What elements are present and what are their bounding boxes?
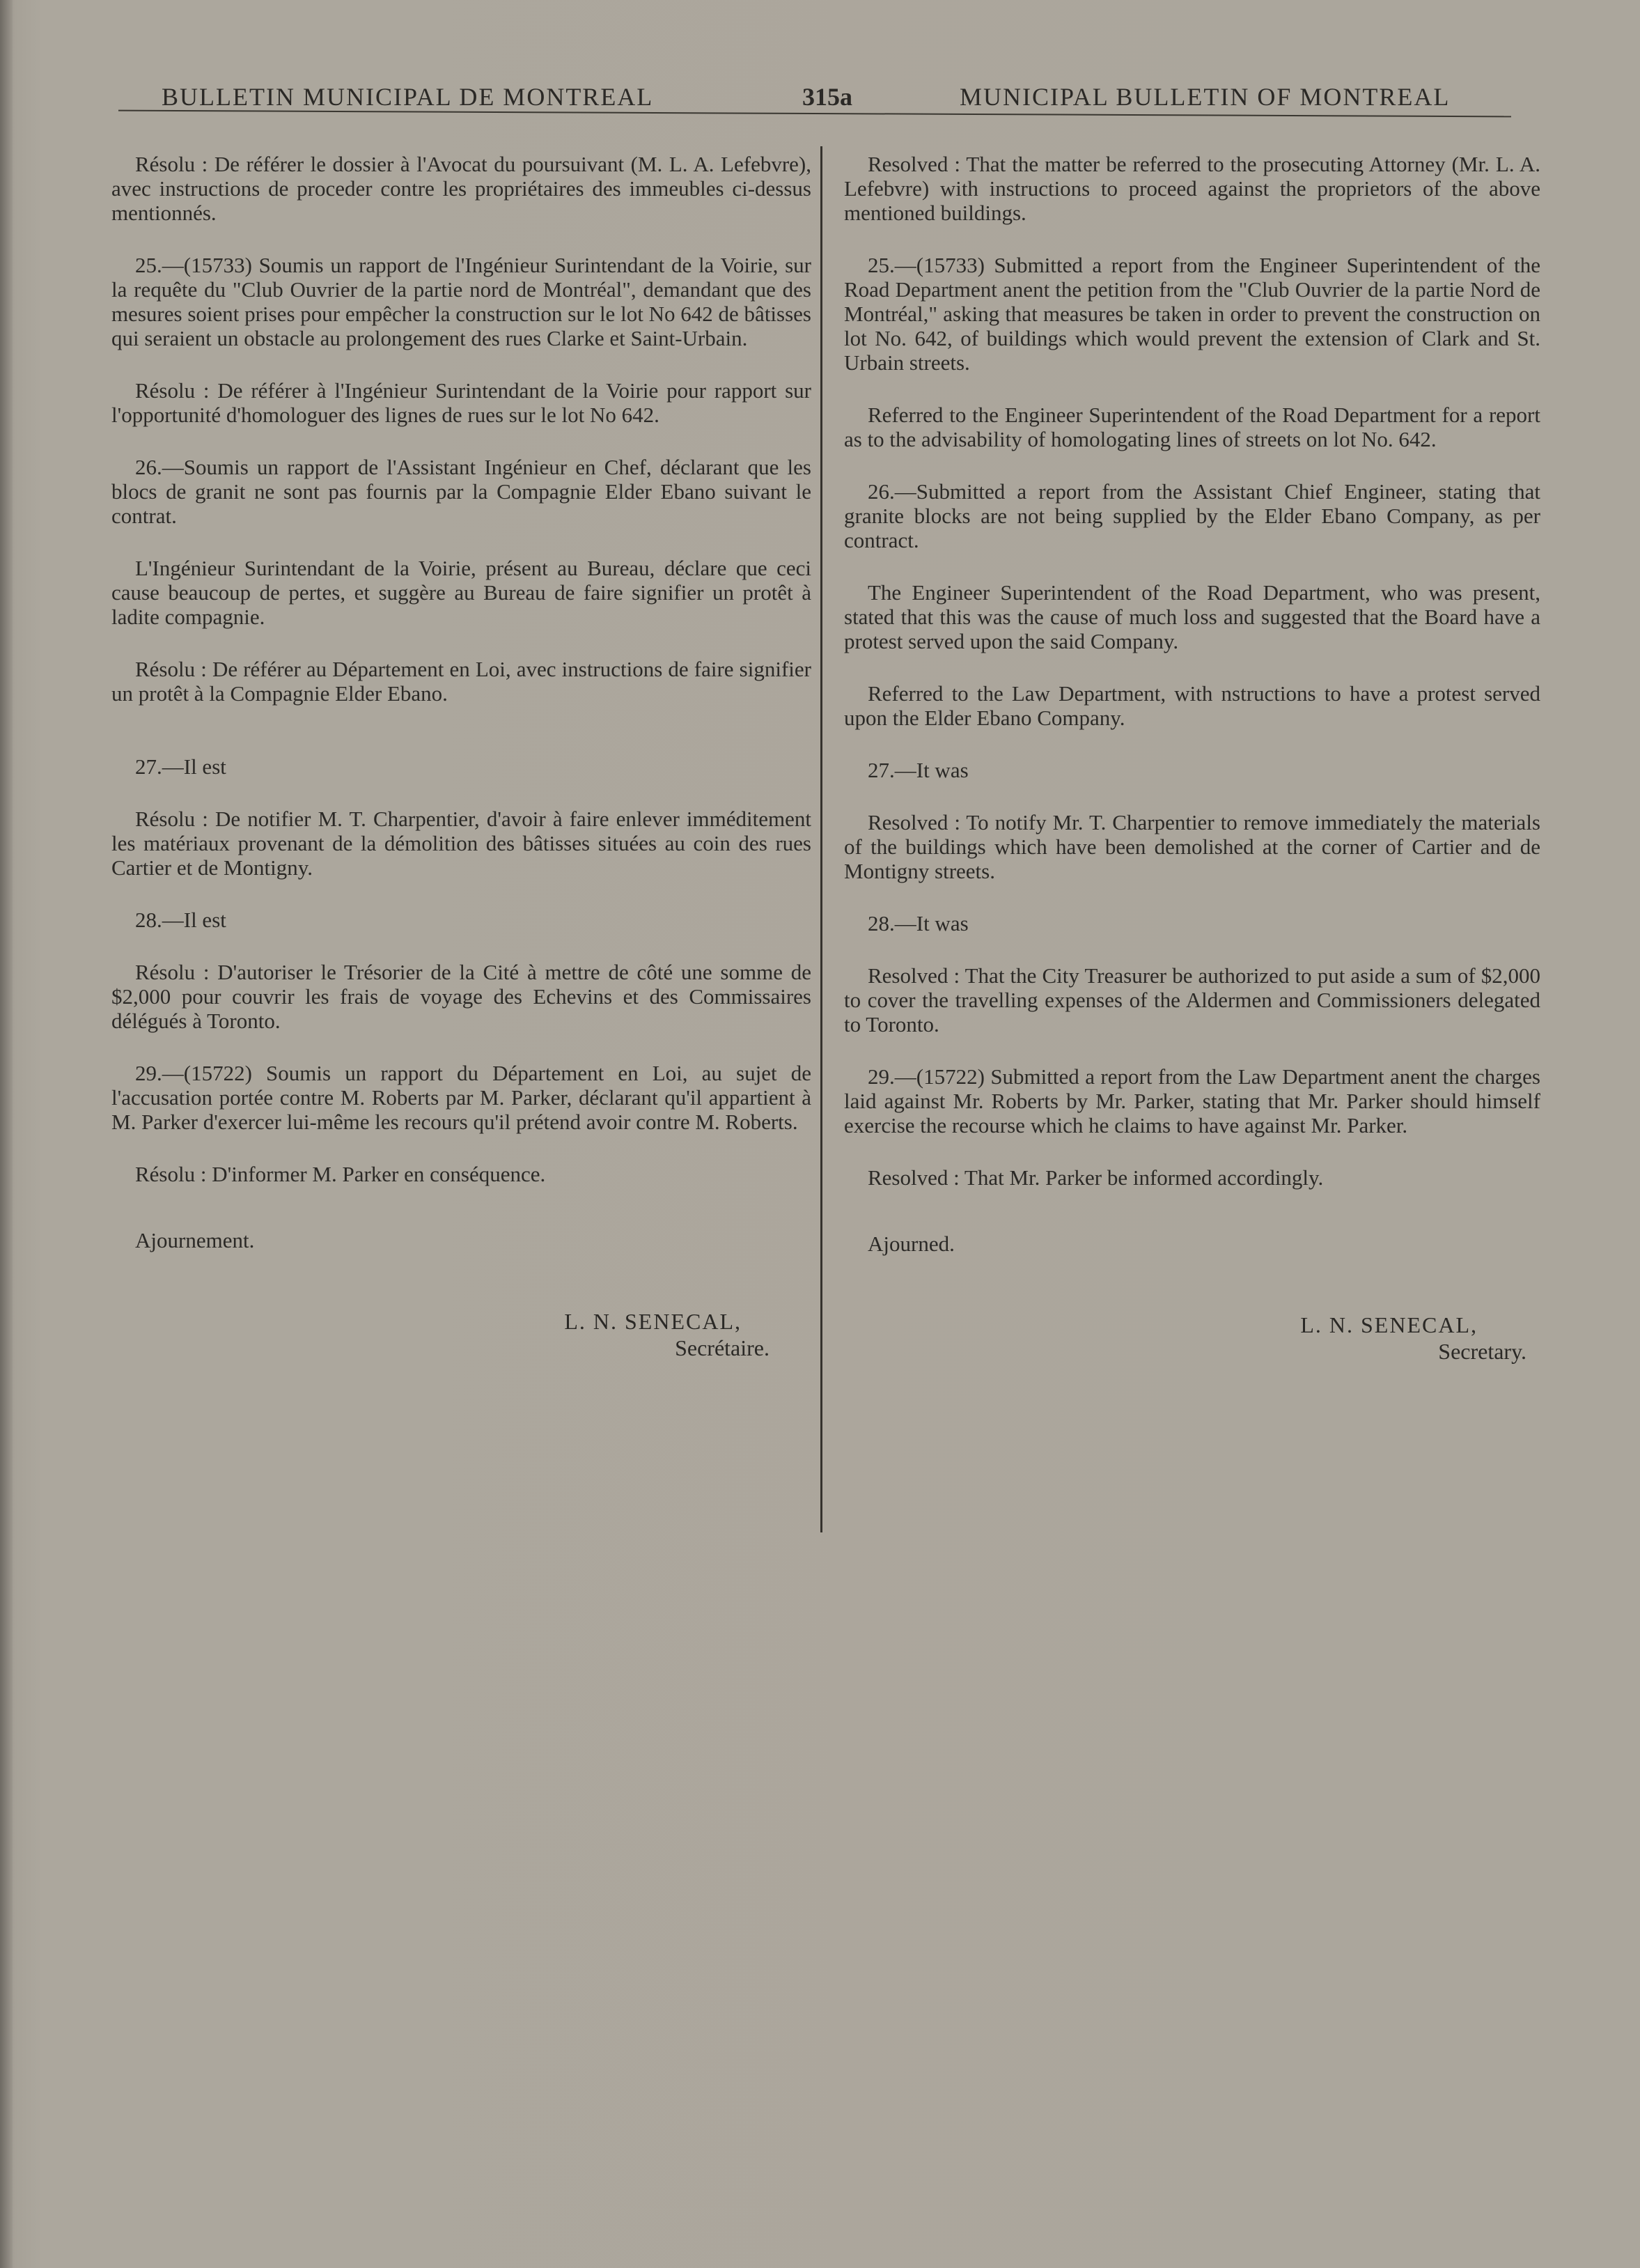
paragraph-fr-10: Résolu : D'autoriser le Trésorier de la Cité à mettre de côté une somme de $2,000 pour couvrir les frais de voyage des Echevins et des Commissaires délégués à Toronto. [111,960,811,1033]
english-column [844,152,1540,1365]
paragraph-fr-1: Résolu : De référer le dossier à l'Avocat du poursuivant (M. L. A. Lefebvre), avec instructions de proceder contre les propriétaires des immeubles ci-dessus mentionnés. [111,152,811,225]
paragraph-en-2: 25.—(15733) Submitted a report from the Engineer Superintendent of the Road Department anent the petition from the "Club Ouvrier de la partie Nord de Montréal," asking that measures be taken in order to prevent the construction on lot No. 642, of buildings which would prevent the extension of Clark and St. Urbain streets. [844,253,1540,375]
paragraph-en-5: The Engineer Superintendent of the Road Department, who was present, stated that this was the cause of much loss and suggested that the Board have a protest served upon the said Company. [844,580,1540,653]
paragraph-fr-6: Résolu : De référer au Département en Loi, avec instructions de faire signifier un protêt à la Compagnie Elder Ebano. [111,657,811,706]
paragraph-en-1: Resolved : That the matter be referred to the prosecuting Attorney (Mr. L. A. Lefebvre) with instructions to proceed against the proprietors of the above mentioned buildings. [844,152,1540,225]
adjournment-en: Ajourned. [868,1232,955,1256]
paragraph-en-8: Resolved : To notify Mr. T. Charpentier to remove immediately the materials of the buildings which have been demolished at the corner of Cartier and de Montigny streets. [844,810,1540,883]
signature-en [844,1312,1526,1365]
adjournment-fr: Ajournement. [135,1228,255,1252]
paragraph-fr-3: Résolu : De référer à l'Ingénieur Surintendant de la Voirie pour rapport sur l'opportunité d'homologuer des lignes de rues sur le lot No 642. [111,378,811,427]
signature-fr [111,1308,770,1361]
paragraph-en-3: Referred to the Engineer Superintendent of the Road Department for a report as to the advisability of homologating lines of streets on lot No. 642. [844,403,1540,451]
page-header [0,82,1640,124]
header-french-title: BULLETIN MUNICIPAL DE MONTREAL [162,83,654,111]
paragraph-en-7: 27.—It was [868,758,969,782]
paragraph-en-4: 26.—Submitted a report from the Assistant Chief Engineer, stating that granite blocks are not being supplied by the Elder Ebano Company, as per contract. [844,479,1540,552]
page-number: 315a [802,83,852,111]
paragraph-fr-5: L'Ingénieur Surintendant de la Voirie, présent au Bureau, déclare que ceci cause beaucoup de pertes, et suggère au Bureau de faire signifier un protêt à ladite compagnie. [111,556,811,629]
paragraph-en-10: Resolved : That the City Treasurer be authorized to put aside a sum of $2,000 to cover the travelling expenses of the Aldermen and Commissioners delegated to Toronto. [844,963,1540,1036]
paragraph-en-11: 29.—(15722) Submitted a report from the Law Department anent the charges laid against Mr. Roberts by Mr. Parker, stating that Mr. Parker should himself exercise the recourse which he claims to have against Mr. Parker. [844,1064,1540,1137]
signature-name-en: L. N. SENECAL, [1300,1312,1478,1337]
signature-name-fr: L. N. SENECAL, [564,1309,742,1334]
paragraph-fr-2: 25.—(15733) Soumis un rapport de l'Ingénieur Surintendant de la Voirie, sur la requête du "Club Ouvrier de la partie nord de Montréal", demandant que des mesures soient prises pour empêcher la construction sur le lot No 642 de bâtisses qui seraient un obstacle au prolongement des rues Clarke et Saint-Urbain. [111,253,811,350]
paragraph-en-6: Referred to the Law Department, with nstructions to have a protest served upon the Elder Ebano Company. [844,681,1540,730]
column-divider [820,146,822,1532]
paragraph-fr-4: 26.—Soumis un rapport de l'Assistant Ingénieur en Chef, déclarant que les blocs de granit ne sont pas fournis par la Compagnie Elder Ebano suivant le contrat. [111,455,811,528]
french-column [111,152,811,1361]
paragraph-en-12: Resolved : That Mr. Parker be informed accordingly. [868,1165,1324,1190]
paragraph-fr-7: 27.—Il est [135,754,226,779]
paragraph-fr-12: Résolu : D'informer M. Parker en conséquence. [135,1162,546,1186]
binding-shadow [0,0,13,2268]
header-english-title: MUNICIPAL BULLETIN OF MONTREAL [960,83,1451,111]
paragraph-fr-11: 29.—(15722) Soumis un rapport du Département en Loi, au sujet de l'accusation portée contre M. Roberts par M. Parker, déclarant qu'il appartient à M. Parker d'exercer lui-même les recours qu'il prétend avoir contre M. Roberts. [111,1061,811,1134]
paragraph-fr-8: Résolu : De notifier M. T. Charpentier, d'avoir à faire enlever imméditement les matériaux provenant de la démolition des bâtisses situées au coin des rues Cartier et de Montigny. [111,807,811,880]
signature-role-en: Secretary. [1438,1339,1526,1364]
paragraph-fr-9: 28.—Il est [135,908,226,932]
paragraph-en-9: 28.—It was [868,911,969,935]
signature-role-fr: Secrétaire. [675,1335,770,1360]
